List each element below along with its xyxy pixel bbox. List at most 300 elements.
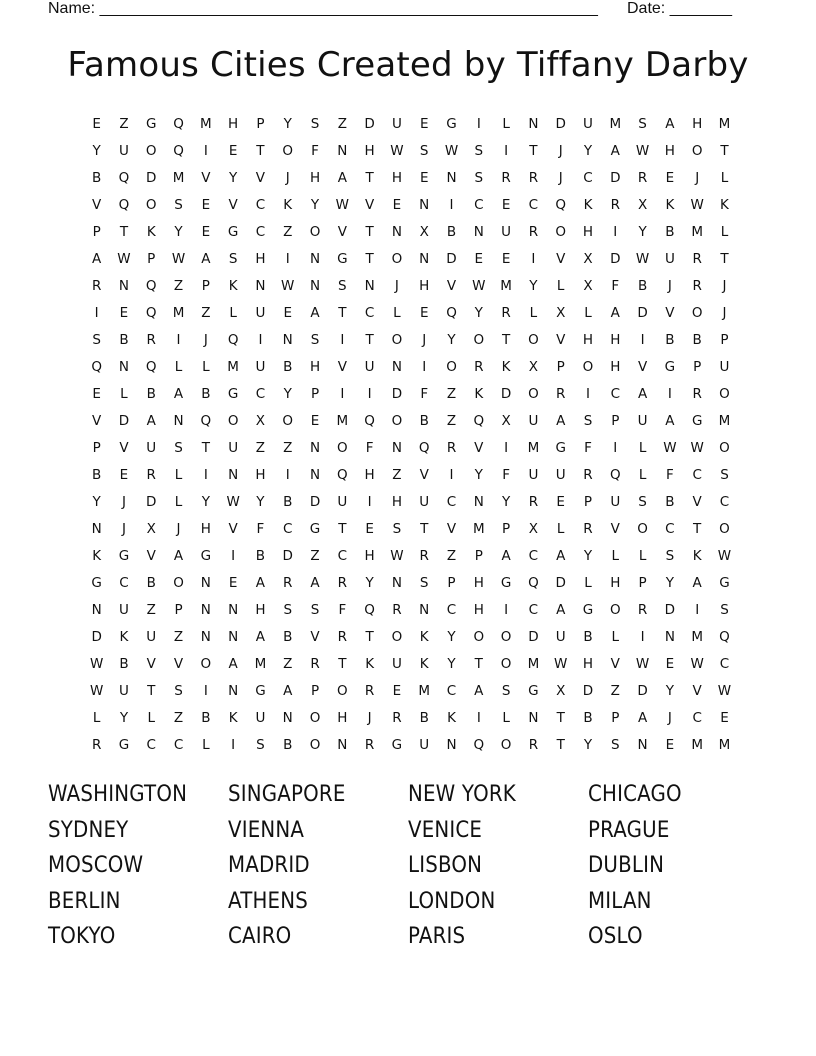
- grid-letter: Q: [446, 305, 457, 321]
- grid-letter: J: [558, 143, 563, 159]
- grid-letter: Y: [665, 575, 674, 591]
- grid-letter: U: [119, 143, 129, 159]
- grid-letter: I: [504, 602, 509, 618]
- grid-letter: L: [147, 710, 155, 726]
- grid-letter: S: [720, 602, 729, 618]
- grid-letter: O: [227, 413, 239, 429]
- grid-letter: F: [365, 440, 374, 456]
- grid-letter: F: [611, 278, 620, 294]
- grid-letter: B: [146, 575, 156, 591]
- grid-letter: W: [89, 683, 104, 699]
- grid-letter: V: [556, 332, 566, 348]
- grid-letter: K: [474, 386, 484, 402]
- grid-letter: O: [500, 656, 512, 672]
- grid-letter: M: [472, 521, 485, 537]
- grid-letter: J: [695, 170, 700, 186]
- grid-letter: X: [528, 359, 539, 375]
- grid-letter: J: [667, 710, 672, 726]
- grid-letter: W: [226, 494, 240, 510]
- grid-letter: E: [92, 386, 101, 402]
- grid-letter: O: [391, 251, 403, 267]
- grid-letter: K: [228, 278, 238, 294]
- grid-letter: C: [337, 548, 348, 564]
- word-list-item: DUBLIN: [588, 853, 665, 879]
- grid-letter: R: [146, 467, 156, 483]
- grid-letter: G: [337, 251, 348, 267]
- grid-letter: S: [174, 683, 183, 699]
- grid-letter: Y: [229, 170, 238, 186]
- grid-letter: T: [720, 143, 729, 159]
- grid-letter: Y: [474, 305, 483, 321]
- grid-letter: O: [446, 359, 457, 375]
- page-title: Famous Cities Created by Tiffany Darby: [67, 45, 749, 85]
- grid-letter: N: [200, 602, 211, 618]
- grid-letter: S: [638, 494, 647, 510]
- grid-letter: O: [145, 143, 157, 159]
- grid-letter: X: [583, 278, 593, 294]
- grid-letter: Z: [146, 602, 156, 618]
- grid-letter: U: [583, 116, 593, 132]
- grid-letter: G: [691, 413, 703, 429]
- grid-letter: E: [419, 170, 429, 186]
- grid-letter: M: [691, 224, 703, 240]
- grid-letter: I: [231, 737, 236, 753]
- grid-letter: L: [92, 710, 101, 726]
- grid-letter: P: [310, 683, 320, 699]
- grid-letter: P: [92, 440, 101, 456]
- grid-letter: B: [146, 386, 156, 402]
- grid-letter: B: [283, 629, 293, 645]
- grid-letter: N: [419, 251, 430, 267]
- grid-letter: Q: [145, 278, 157, 294]
- grid-letter: W: [690, 656, 704, 672]
- grid-letter: Z: [446, 548, 457, 564]
- grid-letter: E: [201, 224, 211, 240]
- grid-letter: U: [391, 656, 402, 672]
- word-list-item: NEW YORK: [408, 782, 516, 807]
- grid-letter: O: [582, 359, 594, 375]
- grid-letter: V: [364, 197, 375, 213]
- grid-letter: H: [228, 116, 239, 132]
- grid-letter: V: [255, 170, 266, 186]
- grid-letter: I: [504, 440, 509, 456]
- grid-letter: J: [121, 521, 126, 537]
- grid-letter: D: [555, 575, 566, 591]
- grid-letter: R: [528, 494, 539, 510]
- grid-letter: I: [640, 332, 645, 348]
- grid-letter: T: [256, 143, 265, 159]
- grid-letter: H: [255, 251, 266, 267]
- grid-letter: V: [228, 197, 238, 213]
- grid-letter: F: [338, 602, 347, 618]
- grid-letter: E: [392, 683, 402, 699]
- grid-letter: C: [173, 737, 184, 753]
- grid-letter: O: [473, 332, 485, 348]
- grid-letter: W: [663, 440, 677, 456]
- grid-letter: E: [474, 251, 484, 267]
- grid-letter: B: [692, 332, 702, 348]
- grid-letter: O: [309, 224, 321, 240]
- grid-letter: X: [583, 251, 593, 267]
- grid-letter: S: [638, 116, 647, 132]
- grid-letter: C: [528, 548, 539, 564]
- grid-letter: A: [556, 548, 566, 564]
- grid-letter: M: [336, 413, 349, 429]
- grid-letter: X: [556, 305, 566, 321]
- grid-letter: T: [365, 224, 374, 240]
- grid-letter: K: [665, 197, 675, 213]
- grid-letter: D: [91, 629, 102, 645]
- grid-letter: Q: [118, 170, 130, 186]
- grid-letter: N: [473, 494, 484, 510]
- grid-letter: L: [720, 170, 729, 186]
- grid-letter: L: [502, 116, 510, 132]
- grid-letter: W: [390, 143, 404, 159]
- grid-letter: V: [446, 278, 457, 294]
- grid-letter: C: [446, 494, 457, 510]
- grid-letter: R: [637, 602, 648, 618]
- grid-letter: O: [719, 440, 730, 456]
- grid-letter: X: [501, 413, 511, 429]
- grid-letter: M: [527, 440, 540, 456]
- grid-letter: B: [583, 710, 593, 726]
- grid-letter: S: [92, 332, 101, 348]
- grid-row: [83, 249, 743, 276]
- grid-letter: T: [501, 332, 511, 348]
- grid-letter: M: [718, 737, 731, 753]
- grid-letter: A: [173, 548, 184, 564]
- grid-letter: H: [582, 224, 594, 240]
- grid-letter: E: [501, 197, 511, 213]
- grid-row: [83, 492, 743, 519]
- grid-letter: J: [367, 710, 372, 726]
- grid-letter: W: [117, 251, 131, 267]
- grid-letter: T: [338, 305, 347, 321]
- grid-letter: C: [446, 602, 457, 618]
- grid-letter: Y: [283, 386, 292, 402]
- grid-letter: C: [610, 386, 620, 402]
- grid-letter: O: [337, 683, 348, 699]
- grid-letter: C: [692, 710, 702, 726]
- grid-letter: S: [283, 602, 293, 618]
- grid-letter: W: [335, 197, 349, 213]
- grid-row: [83, 600, 743, 627]
- grid-letter: G: [555, 440, 566, 456]
- grid-letter: V: [337, 224, 347, 240]
- grid-letter: P: [583, 494, 593, 510]
- grid-letter: P: [201, 278, 210, 294]
- grid-letter: V: [310, 629, 320, 645]
- grid-letter: A: [228, 656, 238, 672]
- grid-letter: A: [501, 548, 511, 564]
- grid-letter: F: [502, 467, 510, 483]
- grid-letter: D: [146, 494, 157, 510]
- grid-letter: T: [720, 251, 729, 267]
- letter-grid: [83, 114, 743, 762]
- grid-letter: B: [283, 359, 293, 375]
- grid-letter: Q: [91, 359, 102, 375]
- grid-letter: O: [337, 440, 348, 456]
- grid-letter: I: [176, 332, 181, 348]
- grid-letter: S: [310, 602, 320, 618]
- grid-letter: B: [637, 278, 648, 294]
- grid-letter: N: [637, 737, 648, 753]
- grid-letter: Y: [92, 143, 101, 159]
- grid-row: [83, 519, 743, 546]
- grid-letter: V: [692, 683, 702, 699]
- grid-letter: T: [365, 251, 374, 267]
- grid-letter: A: [92, 251, 102, 267]
- grid-letter: O: [391, 629, 403, 645]
- grid-letter: U: [146, 440, 157, 456]
- grid-letter: W: [554, 656, 568, 672]
- grid-letter: N: [309, 467, 321, 483]
- grid-letter: Z: [173, 629, 184, 645]
- grid-letter: Y: [447, 656, 456, 672]
- grid-letter: U: [664, 251, 675, 267]
- grid-letter: Z: [119, 116, 129, 132]
- grid-letter: O: [145, 197, 157, 213]
- grid-letter: O: [528, 386, 539, 402]
- grid-letter: I: [476, 710, 481, 726]
- grid-letter: W: [390, 548, 404, 564]
- grid-letter: W: [281, 278, 295, 294]
- grid-letter: L: [202, 737, 210, 753]
- grid-row: [83, 303, 743, 330]
- grid-letter: C: [446, 683, 457, 699]
- name-field[interactable]: Name: ________________________________________________________: [48, 0, 598, 17]
- grid-letter: O: [309, 710, 321, 726]
- grid-letter: P: [556, 359, 565, 375]
- grid-letter: O: [719, 386, 730, 402]
- grid-letter: W: [635, 143, 650, 159]
- grid-letter: Y: [256, 494, 265, 510]
- grid-letter: K: [583, 197, 593, 213]
- grid-letter: Z: [310, 548, 320, 564]
- grid-letter: E: [392, 197, 402, 213]
- word-list-item: WASHINGTON: [48, 782, 188, 807]
- grid-letter: H: [364, 467, 375, 483]
- grid-row: [83, 627, 743, 654]
- grid-letter: A: [610, 143, 620, 159]
- grid-letter: R: [392, 710, 402, 726]
- grid-letter: W: [472, 278, 486, 294]
- grid-letter: V: [610, 521, 620, 537]
- grid-letter: S: [174, 440, 183, 456]
- grid-letter: L: [638, 548, 647, 564]
- grid-letter: R: [446, 440, 457, 456]
- grid-letter: I: [476, 116, 481, 132]
- grid-letter: N: [255, 278, 266, 294]
- grid-letter: R: [528, 737, 539, 753]
- grid-letter: N: [228, 602, 239, 618]
- grid-row: [83, 114, 743, 141]
- grid-letter: T: [338, 521, 347, 537]
- grid-letter: O: [391, 332, 403, 348]
- grid-letter: E: [119, 305, 129, 321]
- grid-letter: P: [638, 575, 647, 591]
- grid-letter: Y: [501, 494, 511, 510]
- grid-letter: R: [310, 656, 320, 672]
- word-list-item: LISBON: [408, 853, 483, 879]
- grid-letter: F: [584, 440, 592, 456]
- grid-letter: V: [637, 359, 648, 375]
- grid-letter: S: [583, 413, 593, 429]
- grid-letter: H: [309, 359, 321, 375]
- grid-letter: U: [555, 467, 566, 483]
- grid-letter: Y: [119, 710, 129, 726]
- grid-letter: G: [146, 116, 157, 132]
- grid-letter: Q: [719, 629, 730, 645]
- grid-letter: M: [718, 116, 731, 132]
- grid-letter: I: [231, 548, 236, 564]
- grid-letter: G: [664, 359, 676, 375]
- grid-letter: Y: [529, 278, 538, 294]
- grid-letter: L: [556, 278, 565, 294]
- grid-letter: G: [255, 683, 266, 699]
- grid-letter: C: [583, 170, 593, 186]
- grid-letter: J: [285, 170, 290, 186]
- word-list-item: BERLIN: [48, 888, 121, 914]
- grid-letter: X: [419, 224, 429, 240]
- grid-letter: V: [556, 251, 566, 267]
- grid-letter: B: [583, 629, 593, 645]
- grid-letter: Q: [555, 197, 567, 213]
- grid-letter: K: [419, 656, 429, 672]
- grid-letter: O: [555, 224, 567, 240]
- grid-letter: I: [695, 602, 700, 618]
- grid-letter: N: [200, 629, 211, 645]
- grid-letter: H: [309, 170, 321, 186]
- grid-letter: U: [555, 629, 566, 645]
- grid-letter: R: [528, 170, 539, 186]
- grid-letter: E: [501, 251, 511, 267]
- grid-letter: Y: [174, 224, 183, 240]
- grid-letter: N: [391, 359, 402, 375]
- grid-letter: K: [692, 548, 702, 564]
- grid-letter: M: [500, 278, 512, 294]
- grid-letter: P: [174, 602, 183, 618]
- grid-row: [83, 276, 743, 303]
- grid-letter: O: [609, 602, 621, 618]
- grid-letter: C: [364, 305, 375, 321]
- grid-letter: N: [309, 440, 321, 456]
- grid-letter: J: [667, 278, 672, 294]
- grid-letter: P: [256, 116, 265, 132]
- grid-letter: Z: [392, 467, 402, 483]
- grid-letter: A: [556, 602, 566, 618]
- grid-letter: I: [258, 332, 263, 348]
- grid-letter: G: [227, 224, 239, 240]
- grid-letter: E: [665, 170, 675, 186]
- grid-letter: M: [691, 737, 703, 753]
- grid-letter: N: [118, 278, 129, 294]
- grid-letter: F: [666, 467, 674, 483]
- grid-letter: S: [720, 467, 729, 483]
- grid-letter: W: [635, 251, 650, 267]
- grid-letter: Z: [446, 386, 457, 402]
- grid-letter: W: [690, 440, 704, 456]
- grid-letter: R: [146, 332, 156, 348]
- grid-letter: H: [255, 602, 266, 618]
- grid-letter: G: [309, 521, 321, 537]
- grid-letter: Z: [201, 305, 211, 321]
- grid-letter: T: [556, 710, 565, 726]
- grid-letter: P: [611, 413, 620, 429]
- grid-letter: N: [309, 278, 321, 294]
- date-field[interactable]: Date: _______: [627, 0, 732, 17]
- grid-letter: U: [119, 602, 129, 618]
- grid-letter: P: [720, 332, 729, 348]
- grid-letter: R: [610, 197, 620, 213]
- grid-letter: O: [282, 413, 294, 429]
- grid-letter: D: [637, 305, 648, 321]
- grid-letter: L: [720, 224, 729, 240]
- grid-letter: C: [719, 494, 730, 510]
- grid-letter: O: [719, 521, 730, 537]
- grid-letter: C: [255, 224, 266, 240]
- grid-letter: M: [609, 116, 622, 132]
- grid-row: [83, 330, 743, 357]
- grid-letter: D: [610, 251, 621, 267]
- grid-letter: E: [201, 197, 211, 213]
- grid-letter: B: [419, 710, 429, 726]
- grid-letter: N: [391, 440, 402, 456]
- grid-letter: V: [119, 440, 129, 456]
- grid-letter: K: [228, 710, 238, 726]
- grid-row: [83, 168, 743, 195]
- grid-letter: C: [665, 521, 675, 537]
- word-list-item: SYDNEY: [48, 817, 129, 843]
- grid-letter: Y: [583, 737, 593, 753]
- grid-letter: D: [500, 386, 512, 402]
- grid-letter: H: [391, 170, 402, 186]
- grid-letter: E: [556, 494, 565, 510]
- grid-letter: W: [444, 143, 459, 159]
- grid-letter: X: [637, 197, 648, 213]
- grid-letter: J: [558, 170, 563, 186]
- grid-letter: P: [447, 575, 456, 591]
- grid-letter: L: [611, 629, 620, 645]
- grid-letter: R: [556, 386, 566, 402]
- grid-letter: A: [146, 413, 156, 429]
- grid-letter: Q: [173, 143, 184, 159]
- grid-letter: E: [228, 575, 238, 591]
- grid-letter: N: [228, 683, 239, 699]
- grid-letter: M: [718, 413, 731, 429]
- grid-letter: G: [391, 737, 403, 753]
- grid-letter: J: [203, 332, 208, 348]
- grid-letter: K: [146, 224, 156, 240]
- grid-letter: N: [118, 359, 129, 375]
- grid-letter: H: [692, 116, 703, 132]
- grid-letter: L: [229, 305, 237, 321]
- grid-letter: T: [693, 521, 702, 537]
- word-list-item: OSLO: [588, 924, 643, 950]
- grid-letter: R: [583, 467, 593, 483]
- grid-letter: A: [337, 170, 347, 186]
- grid-letter: O: [637, 521, 648, 537]
- grid-row: [83, 708, 743, 735]
- word-list-item: MADRID: [228, 853, 310, 879]
- grid-letter: I: [340, 332, 345, 348]
- grid-letter: J: [422, 332, 427, 348]
- grid-letter: M: [254, 656, 267, 672]
- word-list: [48, 778, 768, 956]
- grid-letter: V: [446, 521, 457, 537]
- grid-letter: R: [419, 548, 429, 564]
- grid-letter: U: [255, 710, 266, 726]
